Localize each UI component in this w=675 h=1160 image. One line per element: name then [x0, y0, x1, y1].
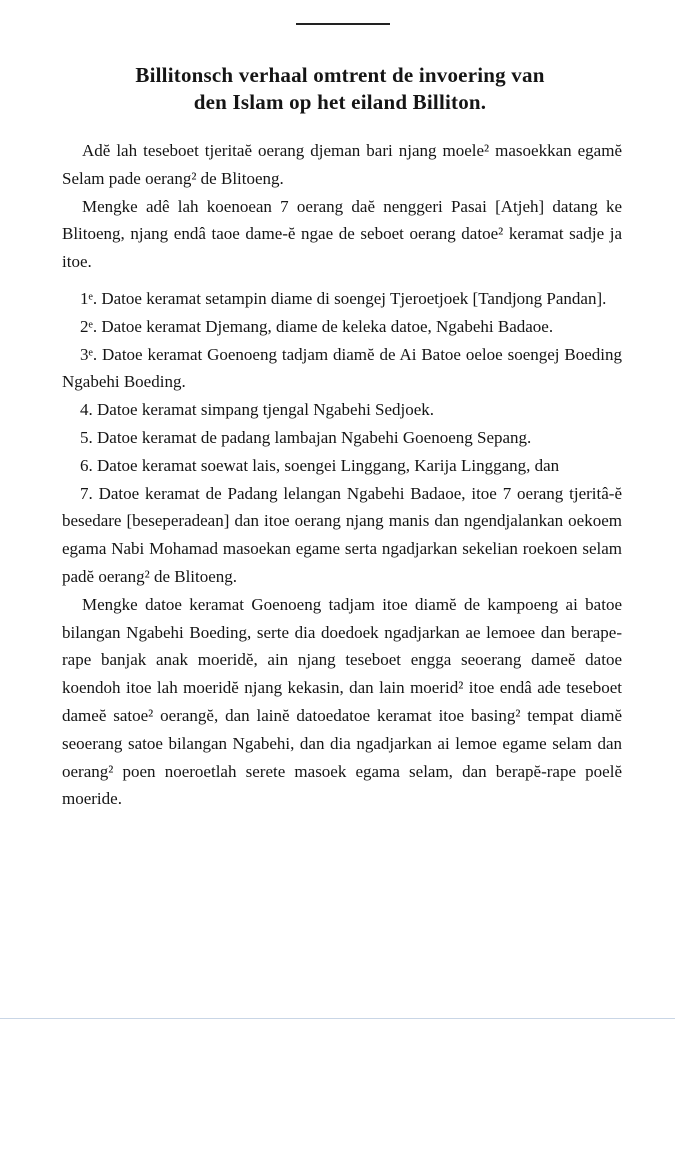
paragraph-arrival: Mengke adê lah koenoean 7 oerang daĕ nenggeri Pasai [Atjeh] datang ke Blitoeng, njang endâ taoe dame-ĕ ngae de seboet oerang datoe² keramat sadje ja itoe.: [62, 196, 622, 272]
list-item: 7. Datoe keramat de Padang lelangan Ngabehi Badaoe, itoe 7 oerang tjeritâ-ĕ besedare [beseperadean] dan itoe oerang njang manis dan ngendjalankan oekoem egama Nabi Mohamad masoekan egame serta ngadjarkan sekelian roekoen selam padĕ oerang² de Blitoeng.: [62, 483, 622, 586]
list-item: 2ᵉ. Datoe keramat Djemang, diame de keleka datoe, Ngabehi Badaoe.: [80, 316, 554, 336]
list-item: 5. Datoe keramat de padang lambajan Ngabehi Goenoeng Sepang.: [80, 427, 532, 447]
title-line-2: den Islam op het eiland Billiton.: [193, 90, 487, 114]
page-title: [40, 62, 640, 116]
page-bottom-divider: [0, 1018, 675, 1019]
list-item: 1ᵉ. Datoe keramat setampin diame di soengej Tjeroetjoek [Tandjong Pandan].: [80, 288, 607, 308]
list-item: 4. Datoe keramat simpang tjengal Ngabehi Sedjoek.: [80, 400, 435, 420]
title-line-1: Billitonsch verhaal omtrent de invoering van: [135, 63, 545, 87]
top-rule: [296, 23, 390, 25]
paragraph-goenoeng-tadjam: Mengke datoe keramat Goenoeng tadjam itoe diamĕ de kampoeng ai batoe bilangan Ngabehi Boeding, serte dia doedoek ngadjarkan ae lemoee dan berape-rape banjak anak moeridĕ, ain njang teseboet engga seoerang dameĕ datoe koendoh itoe lah moeridĕ njang kekasin, dan lain moerid² itoe endâ ade teseboet dameĕ satoe² oerangĕ, dan lainĕ datoedatoe keramat itoe basing² tempat diamĕ seoerang satoe bilangan Ngabehi, dan dia ngadjarkan ai lemoe egame selam dan oerang² poen noeroetlah serete masoek egama selam, dan berapĕ-rape poelĕ moeride.: [62, 594, 622, 809]
document-body: [62, 137, 622, 813]
list-item: 6. Datoe keramat soewat lais, soengei Linggang, Karija Linggang, dan: [80, 455, 560, 475]
paragraph-intro: Adĕ lah teseboet tjeritaĕ oerang djeman bari njang moele² masoekkan egamĕ Selam pade oerang² de Blitoeng.: [62, 141, 622, 188]
list-item: 3ᵉ. Datoe keramat Goenoeng tadjam diamĕ de Ai Batoe oeloe soengej Boeding Ngabehi Boeding.: [62, 344, 622, 392]
